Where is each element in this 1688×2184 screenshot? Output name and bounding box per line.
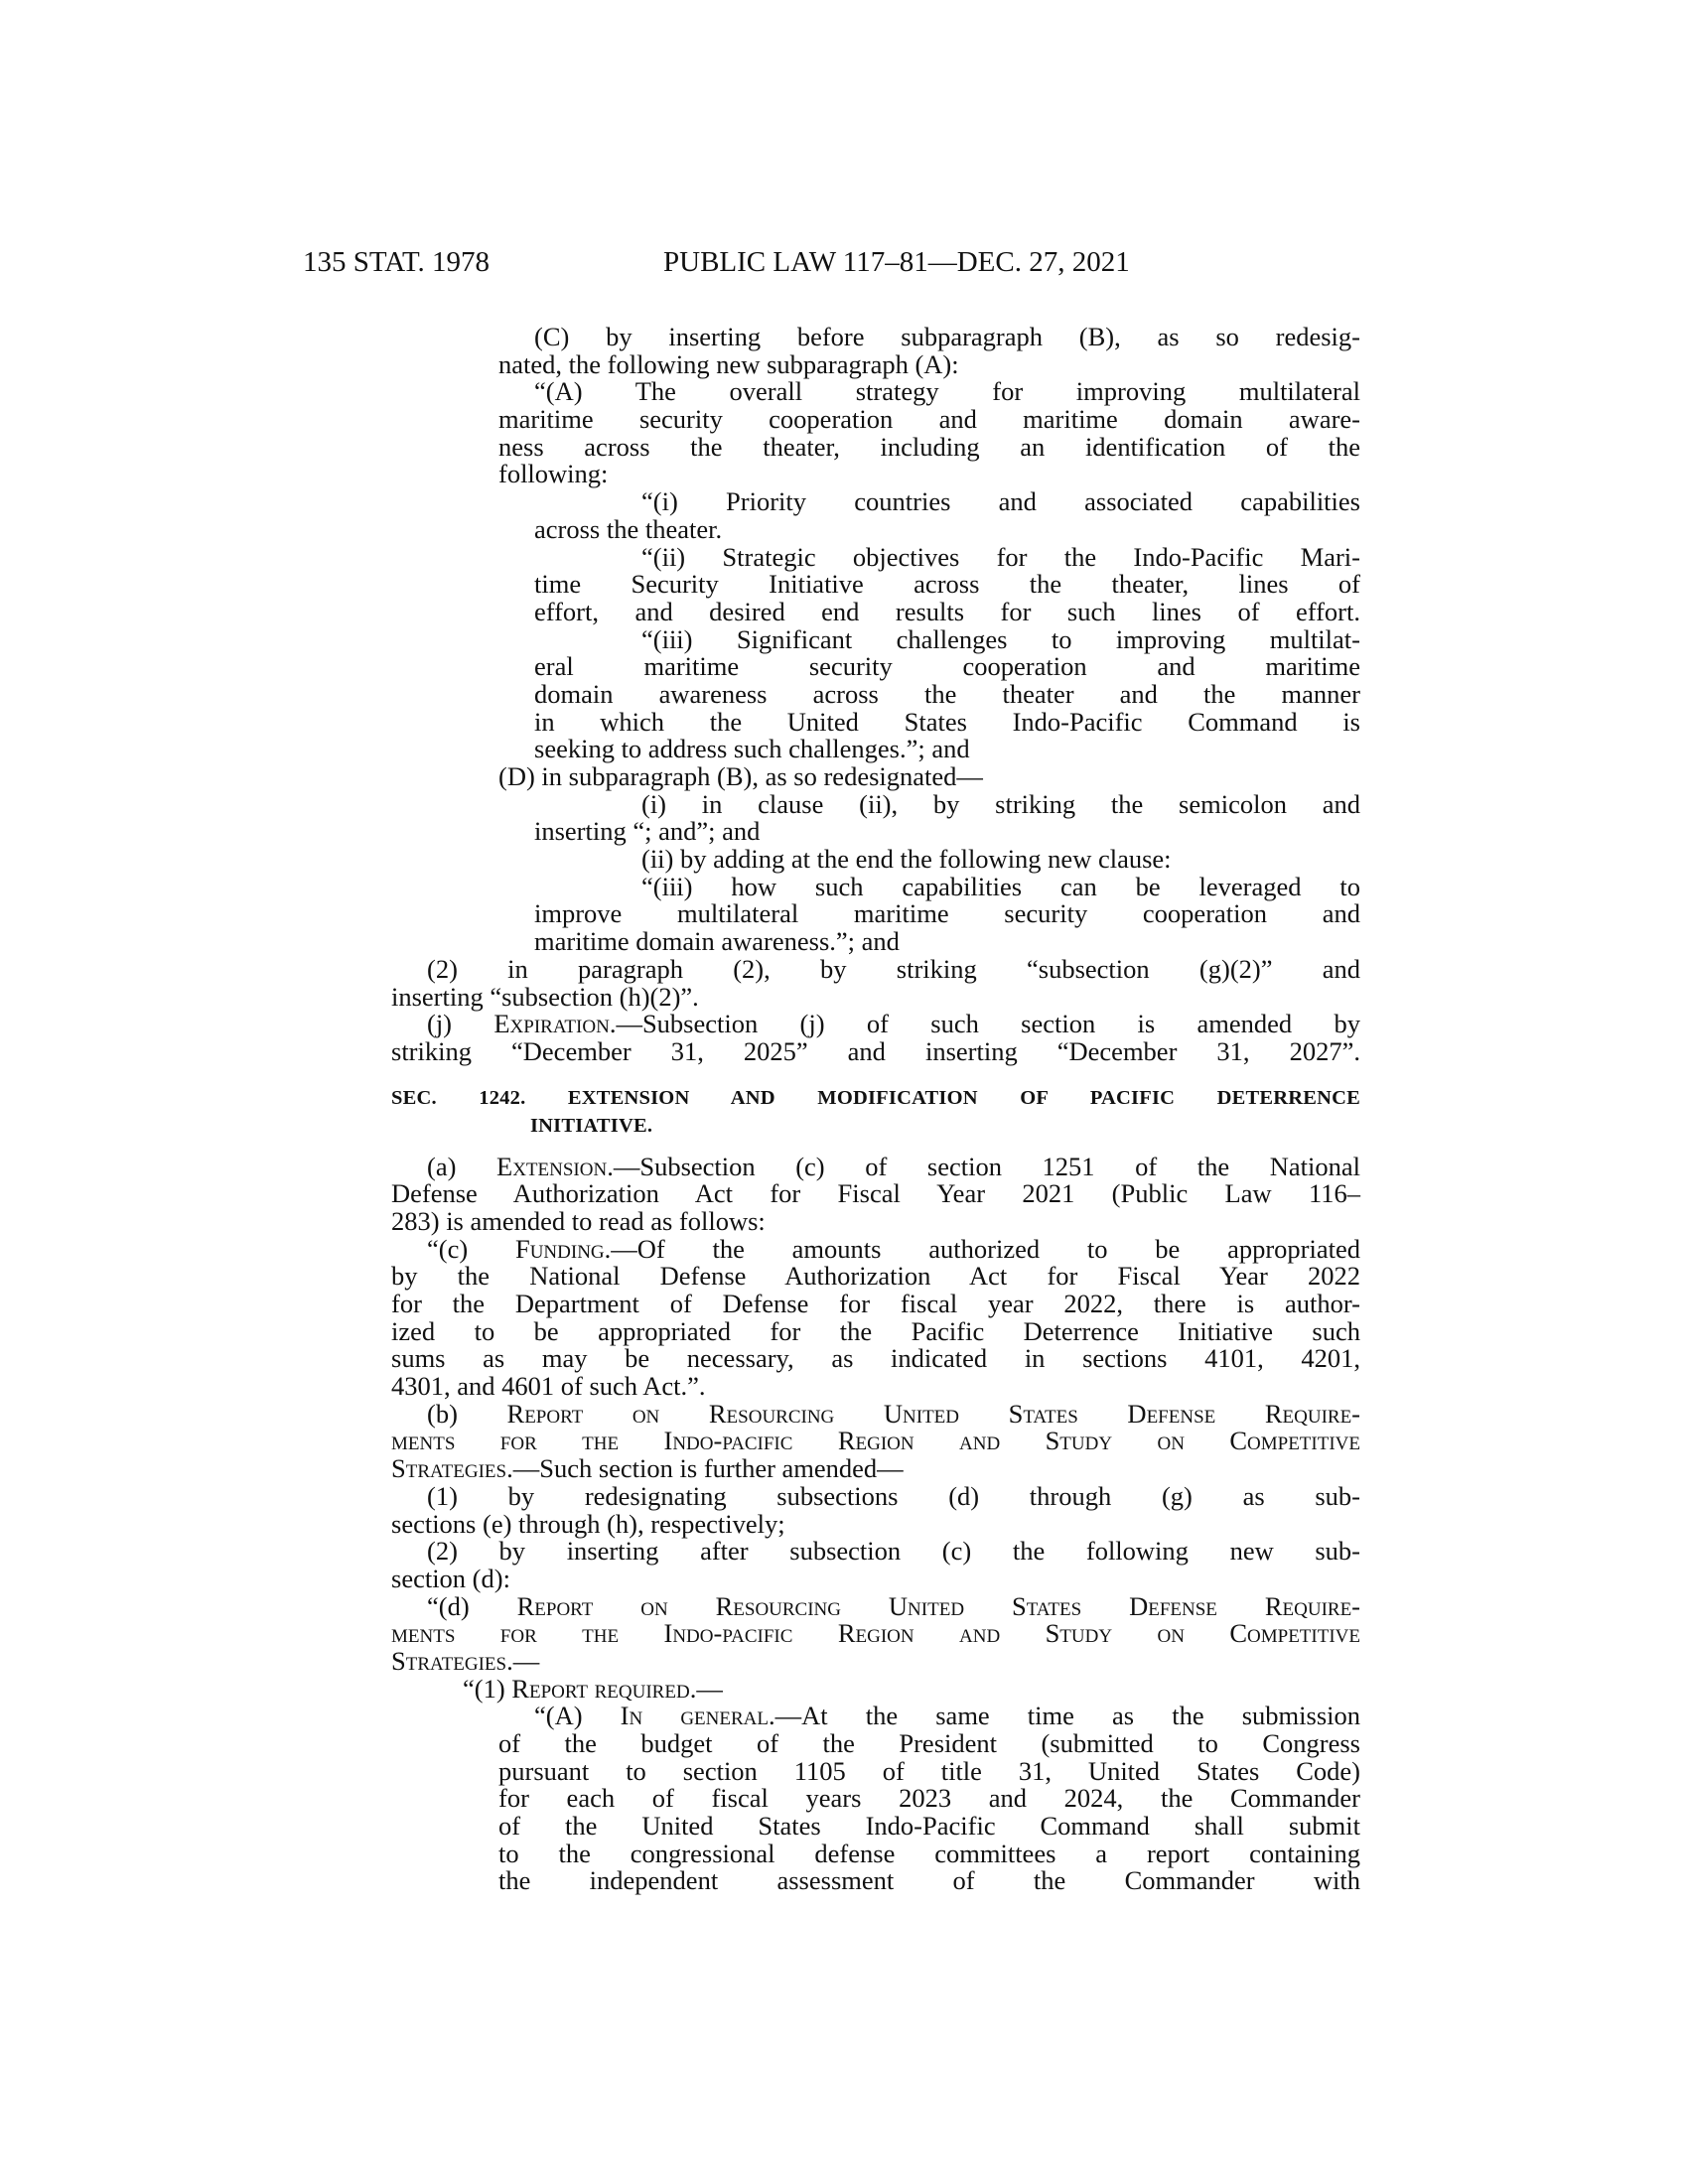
text-line: for the Department of Defense for fiscal year 2022, there is author-	[391, 1289, 1360, 1318]
text-line: the independent assessment of the Commander with	[498, 1865, 1360, 1896]
text-line: for each of fiscal years 2023 and 2024, the Commander	[498, 1783, 1360, 1814]
expiration-heading: Expiration	[493, 1009, 610, 1039]
text-line: of the budget of the President (submitted to Congress	[498, 1728, 1360, 1758]
text-line: effort, and desired end results for such lines of effort.	[534, 596, 1360, 626]
text-line: “(ii) Strategic objectives for the Indo-Pacific Mari-	[641, 541, 1360, 572]
section-heading: SEC. 1242. EXTENSION AND MODIFICATION OF PACIFIC DETERRENCE INITIATIVE.	[391, 1086, 1360, 1137]
text-line: 283) is amended to read as follows:	[391, 1205, 766, 1236]
extension-paragraph: (a) Extension.—Subsection (c) of section 1251 of the National	[427, 1151, 1361, 1181]
text-line: in which the United States Indo-Pacific Command is	[534, 706, 1360, 737]
extension-heading: Extension	[496, 1151, 608, 1181]
report-d-heading: Report on Resourcing United States Defense Require-	[516, 1590, 1360, 1621]
text-line: improve multilateral maritime security cooperation and	[534, 898, 1360, 929]
text-line: domain awareness across the theater and the manner	[534, 678, 1360, 709]
text-line: “(i) Priority countries and associated capabilities	[641, 486, 1360, 517]
report-d-paragraph: “(d) Report on Resourcing United States Defense Require-	[427, 1590, 1360, 1621]
funding-paragraph: “(c) Funding.—Of the amounts authorized to be appropriated	[427, 1233, 1360, 1264]
text-line: pursuant to section 1105 of title 31, United States Code)	[498, 1755, 1360, 1786]
text-line: by the National Defense Authorization Act for Fiscal Year 2022	[391, 1261, 1360, 1292]
text-line: sums as may be necessary, as indicated in sections 4101, 4201,	[391, 1343, 1360, 1374]
report-required-heading: Report required	[511, 1673, 690, 1704]
public-law-title: PUBLIC LAW 117–81—DEC. 27, 2021	[663, 246, 1130, 278]
text-line: to the congressional defense committees a report containing	[498, 1838, 1360, 1868]
page-body	[391, 322, 1361, 1896]
text-line: eral maritime security cooperation and maritime	[534, 651, 1360, 682]
text-line: sections (e) through (h), respectively;	[391, 1508, 785, 1539]
in-general-paragraph: “(A) In general.—At the same time as the submission	[534, 1701, 1360, 1731]
text-line: inserting “subsection (h)(2)”.	[391, 981, 699, 1012]
text-line: (2) by inserting after subsection (c) the following new sub-	[427, 1536, 1360, 1567]
report-required-paragraph: “(1) Report required.—	[463, 1673, 723, 1704]
text-line: (1) by redesignating subsections (d) through (g) as sub-	[427, 1480, 1360, 1511]
funding-heading: Funding	[514, 1233, 605, 1264]
statute-page-number: 135 STAT. 1978	[303, 246, 491, 278]
text-line: Strategies.—	[391, 1645, 540, 1676]
text-line: 4301, and 4601 of such Act.”.	[391, 1371, 706, 1402]
text-line: (i) in clause (ii), by striking the semicolon and	[641, 788, 1360, 819]
text-line: “(A) The overall strategy for improving multilateral	[534, 376, 1360, 407]
text-line: ness across the theater, including an identification of the	[498, 431, 1360, 462]
report-b-heading: Report on Resourcing United States Defense Require-	[506, 1398, 1361, 1429]
text-line: following:	[498, 459, 609, 489]
text-line: (D) in subparagraph (B), as so redesignated—	[498, 761, 983, 791]
page-header	[303, 246, 1365, 286]
text-line: ments for the Indo-pacific Region and Study on Competitive	[391, 1618, 1360, 1649]
text-line: (C) by inserting before subparagraph (B), as so redesig-	[534, 322, 1360, 351]
text-line: section (d):	[391, 1563, 510, 1593]
text-line: maritime domain awareness.”; and	[534, 926, 900, 957]
text-line: inserting “; and”; and	[534, 816, 761, 847]
text-line: seeking to address such challenges.”; and	[534, 734, 970, 764]
text-line: (2) in paragraph (2), by striking “subsection (g)(2)” and	[427, 953, 1360, 984]
text-line: striking “December 31, 2025” and inserting “December 31, 2027”.	[391, 1035, 1360, 1066]
text-line: ments for the Indo-pacific Region and Study on Competitive	[391, 1426, 1360, 1456]
text-line: Defense Authorization Act for Fiscal Year 2021 (Public Law 116–	[391, 1178, 1360, 1209]
expiration-paragraph: (j) Expiration.—Subsection (j) of such section is amended by	[427, 1009, 1360, 1039]
text-line: ized to be appropriated for the Pacific Deterrence Initiative such	[391, 1315, 1360, 1346]
text-line: Strategies.—Such section is further amended—	[391, 1453, 904, 1484]
text-line: nated, the following new subparagraph (A):	[498, 348, 959, 379]
text-line: time Security Initiative across the theater, lines of	[534, 569, 1360, 600]
report-b-paragraph: (b) Report on Resourcing United States Defense Require-	[427, 1398, 1361, 1429]
text-line: (ii) by adding at the end the following new clause:	[641, 844, 1172, 875]
text-line: of the United States Indo-Pacific Command shall submit	[498, 1811, 1360, 1842]
text-line: across the theater.	[534, 513, 723, 544]
in-general-heading: In general	[620, 1701, 769, 1731]
text-line: maritime security cooperation and maritime domain aware-	[498, 404, 1360, 435]
text-line: “(iii) how such capabilities can be leveraged to	[641, 871, 1360, 901]
text-line: “(iii) Significant challenges to improving multilat-	[641, 623, 1360, 654]
